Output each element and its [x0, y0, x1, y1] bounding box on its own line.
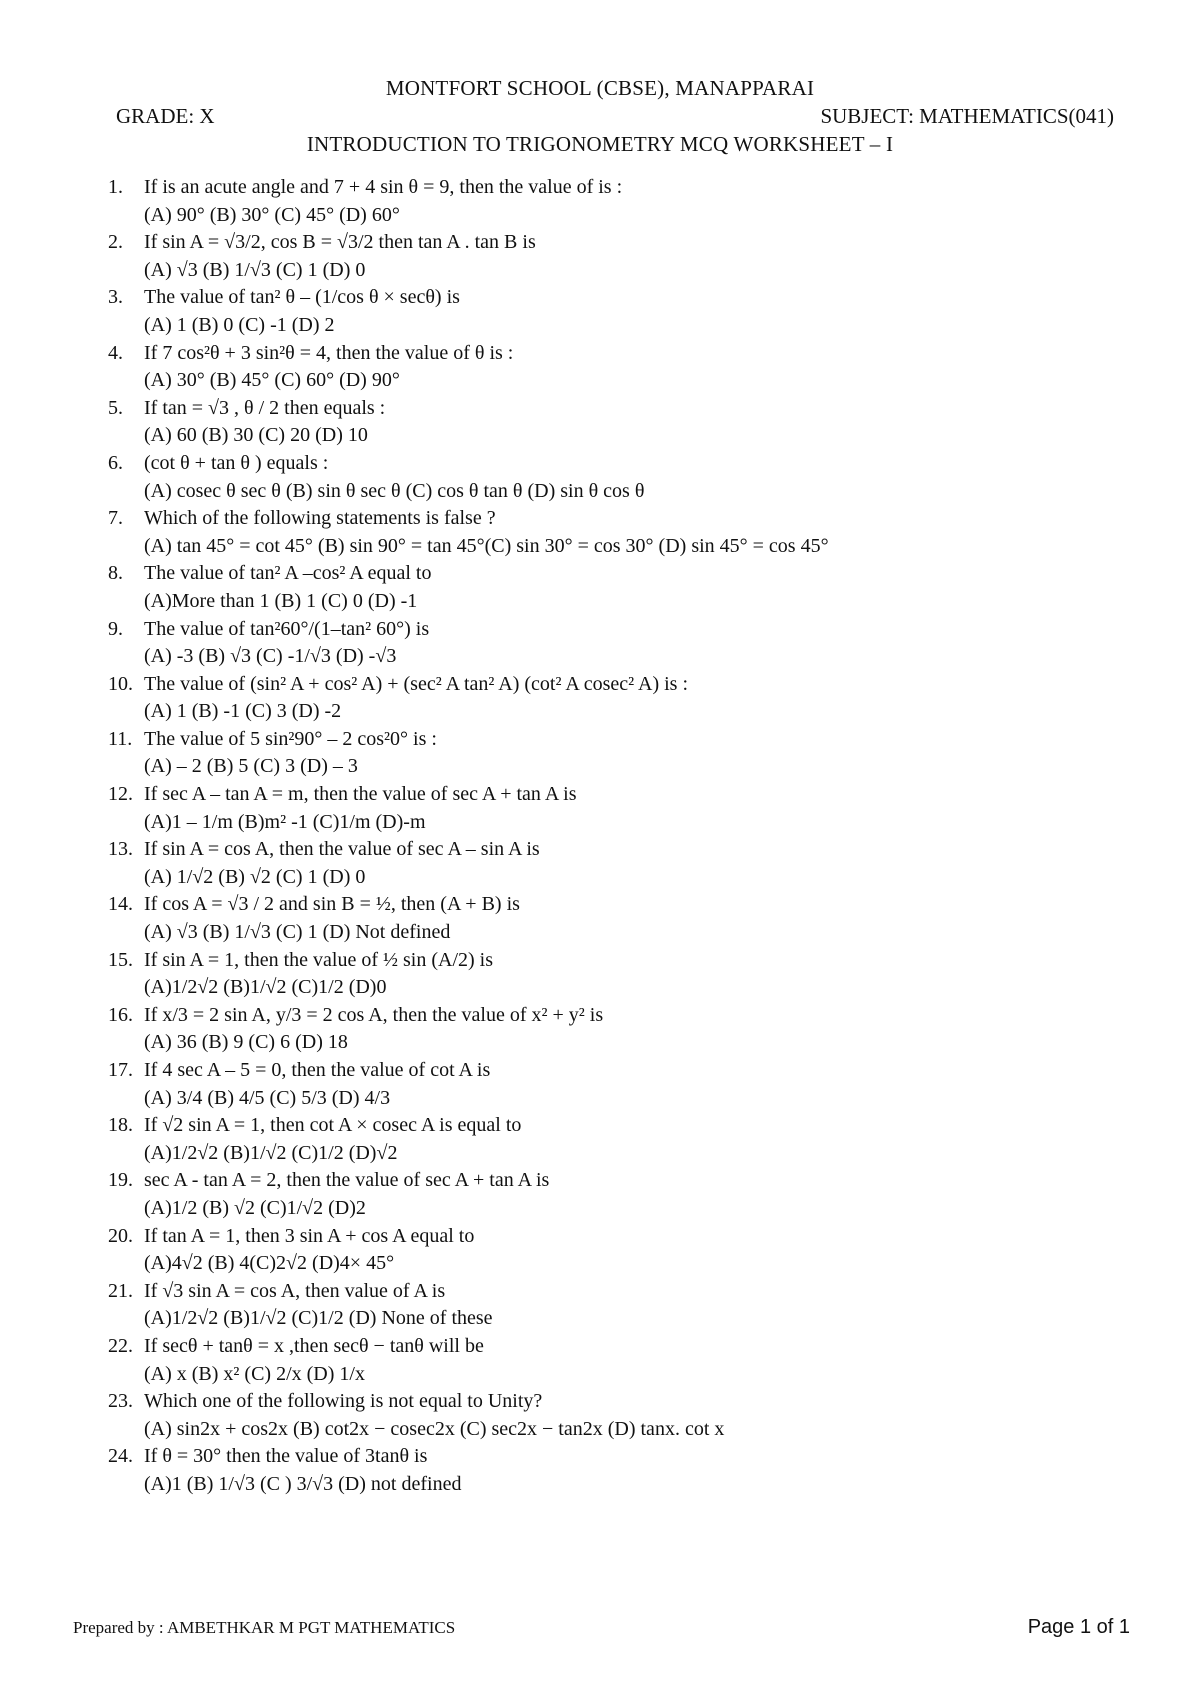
- question-text: If x/3 = 2 sin A, y/3 = 2 cos A, then the value of x² + y² is: [144, 1003, 604, 1026]
- prepared-by: Prepared by : AMBETHKAR M PGT MATHEMATICS: [73, 1618, 456, 1637]
- question-item: [108, 781, 1150, 836]
- question-item: [108, 1223, 1150, 1278]
- question-number: 20.: [108, 1224, 133, 1247]
- question-text: If 4 sec A – 5 = 0, then the value of cot A is: [144, 1059, 491, 1081]
- question-item: [108, 836, 1150, 891]
- question-options: (A) sin2x + cos2x (B) cot2x − cosec2x (C) sec2x − tan2x (D) tanx. cot x: [144, 1417, 725, 1440]
- question-number: 1.: [108, 176, 123, 198]
- question-number: 17.: [108, 1059, 133, 1081]
- question-text: The value of (sin² A + cos² A) + (sec² A tan² A) (cot² A cosec² A) is :: [144, 672, 689, 695]
- question-number: 11.: [108, 727, 133, 750]
- question-item: [108, 947, 1150, 1002]
- question-number: 5.: [108, 396, 123, 419]
- question-item: [108, 1278, 1150, 1333]
- question-text: If sin A = √3/2, cos B = √3/2 then tan A . tan B is: [144, 231, 536, 254]
- question-text: The value of tan² A –cos² A equal to: [144, 562, 432, 585]
- question-number: 7.: [108, 507, 123, 530]
- grade-label: GRADE: X: [116, 104, 215, 128]
- question-item: [108, 174, 1150, 229]
- school-name: MONTFORT SCHOOL (CBSE), MANAPPARAI: [385, 76, 815, 100]
- question-options: (A)1/2√2 (B)1/√2 (C)1/2 (D)0: [144, 976, 387, 999]
- question-options: (A)1 – 1/m (B)m² -1 (C)1/m (D)-m: [144, 810, 426, 833]
- question-text: If sin A = 1, then the value of ½ sin (A/2) is: [144, 948, 494, 971]
- question-options: (A) tan 45° = cot 45° (B) sin 90° = tan 45°(C) sin 30° = cos 30° (D) sin 45° = cos 45°: [144, 534, 829, 557]
- question-number: 19.: [108, 1169, 133, 1192]
- question-text: If is an acute angle and 7 + 4 sin θ = 9, then the value of is :: [144, 176, 623, 198]
- question-item: [108, 726, 1150, 781]
- question-item: [108, 891, 1150, 946]
- question-item: [108, 1443, 1150, 1498]
- question-options: (A)More than 1 (B) 1 (C) 0 (D) -1: [144, 589, 418, 612]
- question-text: The value of 5 sin²90° – 2 cos²0° is :: [144, 727, 437, 750]
- question-item: [108, 1002, 1150, 1057]
- question-text: If 7 cos²θ + 3 sin²θ = 4, then the value of θ is :: [144, 341, 514, 364]
- question-options: (A) 90° (B) 30° (C) 45° (D) 60°: [144, 203, 400, 226]
- question-text: sec A - tan A = 2, then the value of sec A + tan A is: [144, 1169, 550, 1192]
- question-text: (cot θ + tan θ ) equals :: [144, 451, 329, 474]
- question-item: [108, 505, 1150, 560]
- question-list: [108, 174, 1150, 1499]
- question-text: If √2 sin A = 1, then cot A × cosec A is equal to: [144, 1114, 522, 1137]
- question-text: The value of tan²60°/(1–tan² 60°) is: [144, 617, 430, 640]
- question-options: (A) 3/4 (B) 4/5 (C) 5/3 (D) 4/3: [144, 1086, 391, 1109]
- question-number: 2.: [108, 231, 123, 254]
- question-text: If tan A = 1, then 3 sin A + cos A equal to: [144, 1224, 475, 1247]
- question-number: 14.: [108, 893, 133, 916]
- page-number: Page 1 of 1: [1027, 1616, 1130, 1638]
- question-options: (A)1/2 (B) √2 (C)1/√2 (D)2: [144, 1196, 366, 1219]
- question-item: [108, 560, 1150, 615]
- question-item: [108, 1167, 1150, 1222]
- question-options: (A) √3 (B) 1/√3 (C) 1 (D) 0: [144, 258, 366, 281]
- question-text: If sin A = cos A, then the value of sec A – sin A is: [144, 838, 540, 861]
- question-options: (A) √3 (B) 1/√3 (C) 1 (D) Not defined: [144, 921, 451, 944]
- question-item: [108, 616, 1150, 671]
- question-options: (A) 1 (B) 0 (C) -1 (D) 2: [144, 313, 335, 336]
- question-text: If tan = √3 , θ / 2 then equals :: [144, 396, 386, 419]
- question-item: [108, 1333, 1150, 1388]
- worksheet-title: INTRODUCTION TO TRIGONOMETRY MCQ WORKSHEET – I: [306, 132, 894, 156]
- question-options: (A)1/2√2 (B)1/√2 (C)1/2 (D) None of these: [144, 1307, 493, 1330]
- question-text: Which of the following statements is false ?: [144, 507, 496, 530]
- question-item: [108, 1388, 1150, 1443]
- question-item: [108, 284, 1150, 339]
- question-number: 8.: [108, 562, 123, 585]
- question-options: (A)1 (B) 1/√3 (C ) 3/√3 (D) not defined: [144, 1472, 462, 1495]
- question-text: If θ = 30° then the value of 3tanθ is: [144, 1445, 428, 1468]
- question-text: If sec A – tan A = m, then the value of sec A + tan A is: [144, 783, 577, 806]
- question-number: 22.: [108, 1334, 133, 1357]
- question-number: 3.: [108, 286, 123, 309]
- question-number: 6.: [108, 451, 123, 474]
- question-number: 4.: [108, 341, 123, 364]
- question-number: 13.: [108, 838, 133, 861]
- question-options: (A) – 2 (B) 5 (C) 3 (D) – 3: [144, 755, 358, 778]
- question-options: (A) x (B) x² (C) 2/x (D) 1/x: [144, 1362, 365, 1385]
- question-options: (A) 60 (B) 30 (C) 20 (D) 10: [144, 424, 368, 447]
- question-item: [108, 1057, 1150, 1112]
- question-number: 16.: [108, 1003, 133, 1026]
- question-options: (A) 1 (B) -1 (C) 3 (D) -2: [144, 700, 342, 723]
- question-number: 24.: [108, 1445, 133, 1468]
- question-options: (A)4√2 (B) 4(C)2√2 (D)4× 45°: [144, 1252, 395, 1275]
- question-options: (A)1/2√2 (B)1/√2 (C)1/2 (D)√2: [144, 1141, 398, 1164]
- question-text: If √3 sin A = cos A, then value of A is: [144, 1279, 446, 1302]
- question-number: 9.: [108, 617, 123, 640]
- question-item: [108, 450, 1150, 505]
- question-number: 12.: [108, 783, 133, 806]
- question-number: 23.: [108, 1390, 133, 1413]
- subject-label: SUBJECT: MATHEMATICS(041): [820, 104, 1114, 128]
- question-item: [108, 395, 1150, 450]
- question-item: [108, 1112, 1150, 1167]
- question-options: (A) 30° (B) 45° (C) 60° (D) 90°: [144, 369, 400, 392]
- question-text: If cos A = √3 / 2 and sin B = ½, then (A + B) is: [144, 893, 520, 916]
- question-text: The value of tan² θ – (1/cos θ × secθ) is: [144, 286, 460, 309]
- question-options: (A) 36 (B) 9 (C) 6 (D) 18: [144, 1031, 348, 1054]
- question-item: [108, 671, 1150, 726]
- question-text: If secθ + tanθ = x ,then secθ − tanθ will be: [144, 1334, 484, 1357]
- question-text: Which one of the following is not equal to Unity?: [144, 1390, 543, 1413]
- question-number: 10.: [108, 672, 133, 695]
- question-item: [108, 229, 1150, 284]
- question-number: 18.: [108, 1114, 133, 1137]
- question-options: (A) cosec θ sec θ (B) sin θ sec θ (C) cos θ tan θ (D) sin θ cos θ: [144, 479, 645, 502]
- question-options: (A) 1/√2 (B) √2 (C) 1 (D) 0: [144, 865, 366, 888]
- question-number: 15.: [108, 948, 133, 971]
- question-number: 21.: [108, 1279, 133, 1302]
- question-item: [108, 340, 1150, 395]
- question-options: (A) -3 (B) √3 (C) -1/√3 (D) -√3: [144, 645, 397, 668]
